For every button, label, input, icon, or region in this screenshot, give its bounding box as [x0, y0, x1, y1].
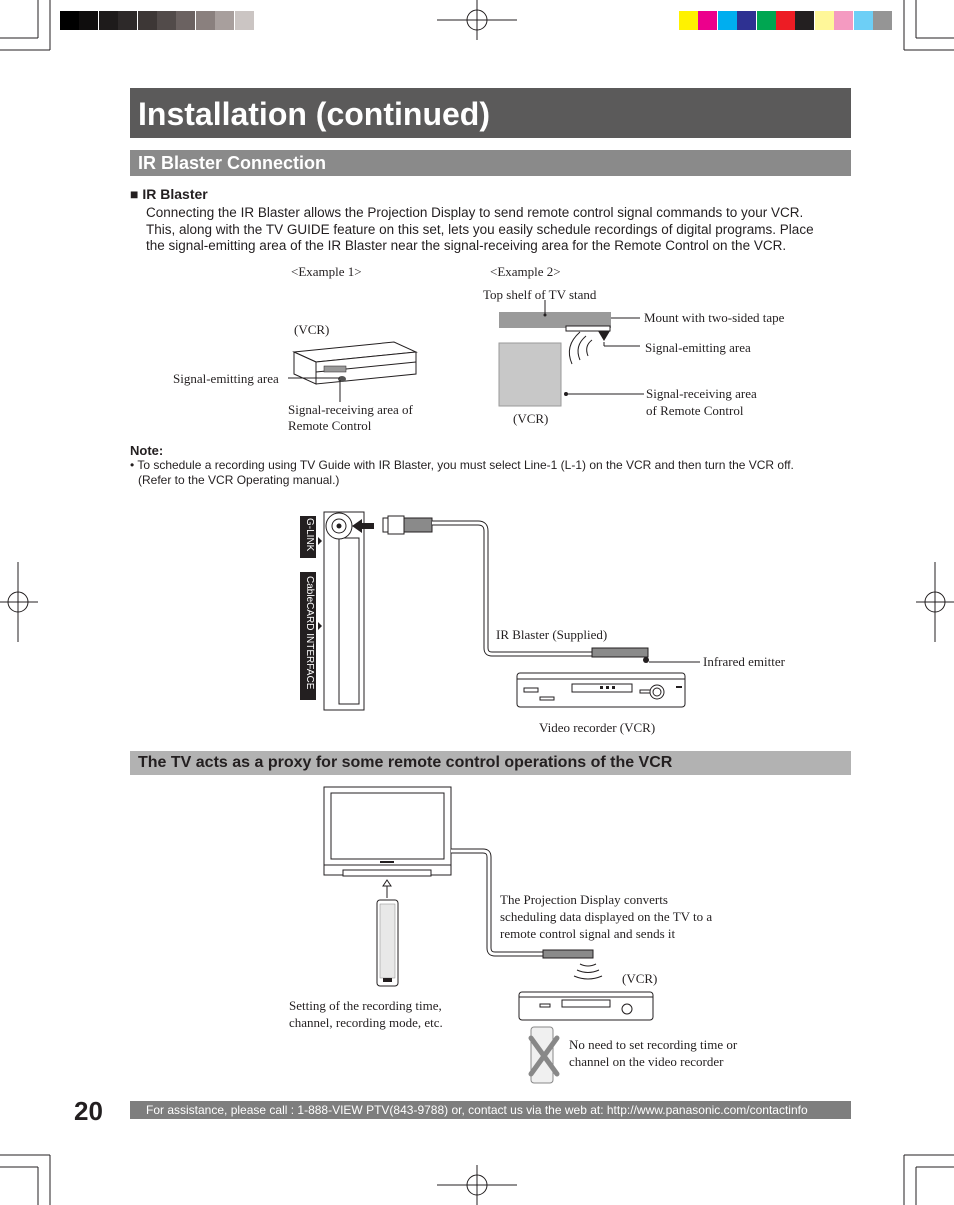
top-shelf-label: Top shelf of TV stand — [483, 287, 597, 302]
ir-blaster-title: IR Blaster — [142, 186, 208, 202]
proxy-vcr-label: (VCR) — [622, 971, 658, 986]
cablecard-text: CableCARD INTERFACE — [304, 576, 315, 690]
note-title: Note: — [130, 443, 164, 458]
example1-signal-emitting-label: Signal-emitting area — [173, 371, 279, 386]
paragraph-line: the signal-emitting area of the IR Blaster near the signal-receiving area for the Remote Control on the VCR. — [146, 238, 787, 253]
label-line: Signal-receiving area — [646, 386, 757, 401]
infrared-emitter-label: Infrared emitter — [703, 654, 785, 669]
example1-vcr-label: (VCR) — [294, 322, 330, 337]
page-title: Installation (continued) — [138, 96, 490, 132]
glink-text: G-LINK — [304, 518, 315, 552]
label-line: Signal-receiving area of — [288, 402, 413, 417]
label-line: of Remote Control — [646, 403, 744, 418]
video-recorder-label: Video recorder (VCR) — [539, 720, 656, 735]
paragraph-line: This, along with the TV GUIDE feature on this set, lets you easily schedule recordings of digital programs. Place — [146, 221, 814, 237]
bullet-square-icon: ■ — [130, 186, 139, 202]
text-line: channel on the video recorder — [569, 1054, 724, 1069]
example2-label: <Example 2> — [490, 264, 561, 279]
label-line: Remote Control — [288, 418, 372, 433]
proxy-heading: The TV acts as a proxy for some remote control operations of the VCR — [138, 754, 673, 771]
ir-blaster-supplied-label: IR Blaster (Supplied) — [496, 627, 608, 642]
no-need-text — [569, 1036, 737, 1070]
text-line: The Projection Display converts — [500, 892, 668, 907]
section-heading: IR Blaster Connection — [138, 153, 327, 173]
projection-converts-text — [500, 891, 712, 942]
example1-label: <Example 1> — [291, 264, 362, 279]
note-line: (Refer to the VCR Operating manual.) — [138, 473, 340, 487]
text-line: channel, recording mode, etc. — [289, 1015, 443, 1030]
page-number: 20 — [74, 1096, 103, 1126]
example2-vcr-label: (VCR) — [513, 411, 549, 426]
paragraph-line: Connecting the IR Blaster allows the Projection Display to send remote control signal commands to your VCR. — [146, 205, 804, 220]
text-line: remote control signal and sends it — [500, 926, 676, 941]
text-line: scheduling data displayed on the TV to a — [500, 909, 713, 924]
setting-recording-text — [289, 997, 443, 1031]
text-line: Setting of the recording time, — [289, 998, 442, 1013]
assistance-text: For assistance, please call : 1-888-VIEW PTV(843-9788) or, contact us via the web at: http://www.panasonic.com/contactinfo — [146, 1103, 808, 1117]
mount-label: Mount with two-sided tape — [644, 310, 785, 325]
text-line: No need to set recording time or — [569, 1037, 738, 1052]
note-line: • To schedule a recording using TV Guide with IR Blaster, you must select Line-1 (L-1) on the VCR and then turn the VCR off. — [130, 458, 794, 472]
example2-signal-emitting-label: Signal-emitting area — [645, 340, 751, 355]
